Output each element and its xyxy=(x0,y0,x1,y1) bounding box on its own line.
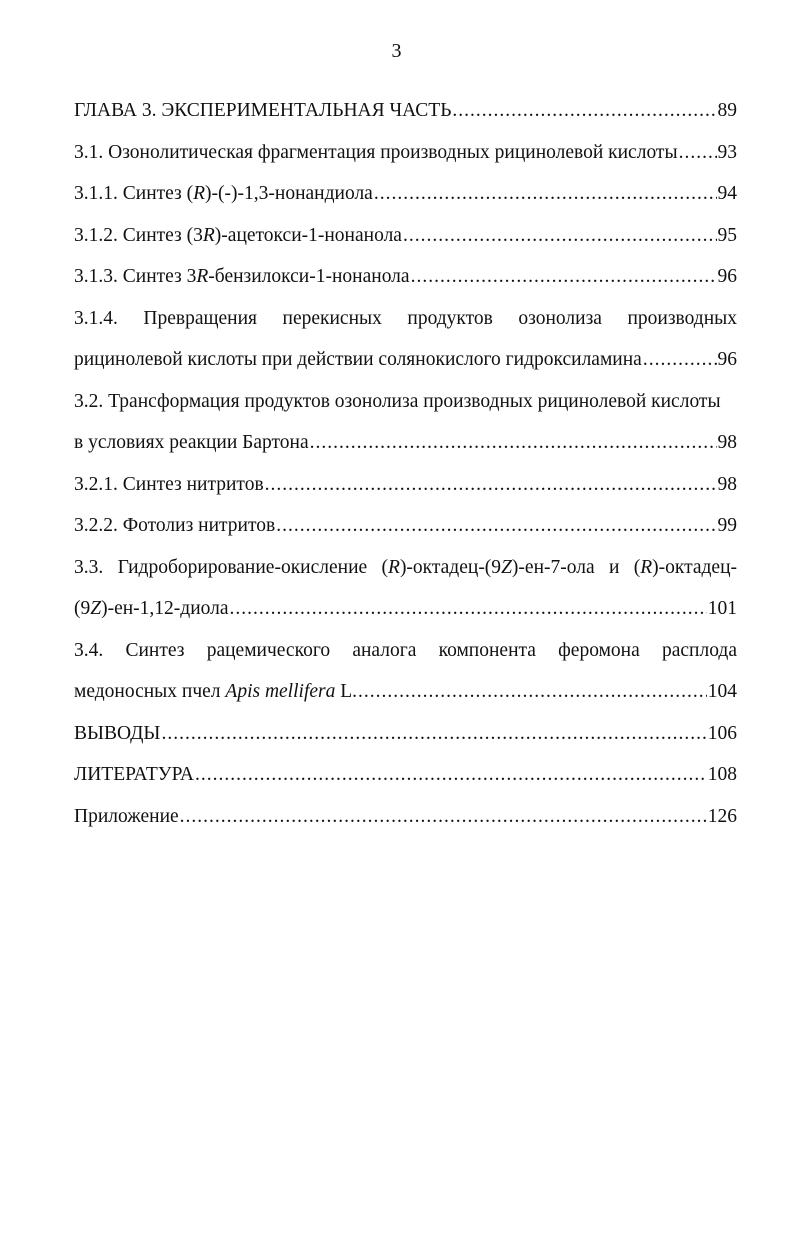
toc-entry-literature[interactable] xyxy=(74,754,737,796)
dot-leader xyxy=(180,796,707,838)
toc-entry-page: 126 xyxy=(707,805,737,827)
toc-entry-page: 104 xyxy=(707,681,737,702)
toc-entry-title: 3.1. Озонолитическая фрагментация производных рицинолевой кислоты xyxy=(74,141,678,163)
toc-entry-page: 89 xyxy=(717,100,737,121)
dot-leader xyxy=(411,256,717,298)
toc-entry-title-line-2: медоносных пчел Apis mellifera L. xyxy=(74,681,358,702)
toc-entry-title-line-1: 3.2. Трансформация продуктов озонолиза производных рицинолевой кислоты xyxy=(74,390,721,412)
toc-entry-conclusions[interactable] xyxy=(74,713,737,755)
toc-entry-3-1[interactable] xyxy=(74,132,737,174)
dot-leader xyxy=(643,339,717,381)
toc-entry-3-2[interactable] xyxy=(74,381,737,464)
toc-entry-page: 98 xyxy=(717,473,737,495)
dot-leader xyxy=(265,464,717,506)
page-number: 3 xyxy=(391,40,402,62)
dot-leader xyxy=(230,588,707,630)
toc-entry-appendix[interactable] xyxy=(74,796,737,838)
dot-leader xyxy=(452,90,716,132)
toc-entry-3-2-2[interactable] xyxy=(74,505,737,547)
toc-entry-title: ГЛАВА 3. ЭКСПЕРИМЕНТАЛЬНАЯ ЧАСТЬ xyxy=(74,100,452,121)
toc-entry-title-line-1: 3.4. Синтез рацемического аналога компонента феромона расплода xyxy=(74,639,737,661)
toc-entry-title-line-1: 3.1.4. Превращения перекисных продуктов озонолиза производных xyxy=(74,307,737,329)
toc-entry-title: 3.1.3. Синтез 3R-бензилокси-1-нонанола xyxy=(74,266,410,287)
dot-leader xyxy=(403,215,717,257)
toc-entry-page: 94 xyxy=(717,183,737,204)
toc-entry-page: 99 xyxy=(717,515,737,536)
dot-leader xyxy=(679,132,717,174)
toc-entry-3-4[interactable] xyxy=(74,630,737,713)
toc-entry-3-1-3[interactable] xyxy=(74,256,737,298)
table-of-contents xyxy=(74,90,737,837)
toc-entry-title-line-2: (9Z)-ен-1,12-диола xyxy=(74,598,229,619)
dot-leader xyxy=(374,173,717,215)
dot-leader xyxy=(310,422,717,464)
toc-entry-title-line-2: в условиях реакции Бартона xyxy=(74,432,309,453)
toc-entry-page: 106 xyxy=(707,722,737,744)
toc-entry-3-3[interactable] xyxy=(74,547,737,630)
toc-entry-title: ВЫВОДЫ xyxy=(74,722,161,744)
toc-entry-3-2-1[interactable] xyxy=(74,464,737,506)
dot-leader xyxy=(195,754,707,796)
toc-entry-title: 3.2.1. Синтез нитритов xyxy=(74,473,264,495)
toc-entry-page: 95 xyxy=(717,224,737,246)
toc-entry-title: ЛИТЕРАТУРА xyxy=(74,764,194,785)
dot-leader xyxy=(276,505,716,547)
dot-leader xyxy=(358,671,707,713)
toc-entry-page: 96 xyxy=(717,266,737,287)
toc-entry-title: 3.1.2. Синтез (3R)-ацетокси-1-нонанола xyxy=(74,224,402,246)
toc-entry-page: 101 xyxy=(707,598,737,619)
toc-entry-page: 96 xyxy=(717,349,737,370)
toc-entry-3-1-4[interactable] xyxy=(74,298,737,381)
toc-entry-title: Приложение xyxy=(74,805,179,827)
toc-entry-title-line-1: 3.3. Гидроборирование-окисление (R)-октадец-(9Z)-ен-7-ола и (R)-октадец- xyxy=(74,556,738,578)
toc-entry-title-line-2: рицинолевой кислоты при действии солянокислого гидроксиламина xyxy=(74,349,642,370)
toc-entry-title: 3.2.2. Фотолиз нитритов xyxy=(74,515,276,536)
toc-entry-3-1-1[interactable] xyxy=(74,173,737,215)
toc-entry-page: 93 xyxy=(717,141,737,163)
toc-entry-chapter-3[interactable] xyxy=(74,90,737,132)
toc-entry-page: 108 xyxy=(707,764,737,785)
dot-leader xyxy=(161,713,706,755)
toc-entry-title: 3.1.1. Синтез (R)-(-)-1,3-нонандиола xyxy=(74,183,373,204)
toc-entry-page: 98 xyxy=(717,432,737,453)
toc-entry-3-1-2[interactable] xyxy=(74,215,737,257)
